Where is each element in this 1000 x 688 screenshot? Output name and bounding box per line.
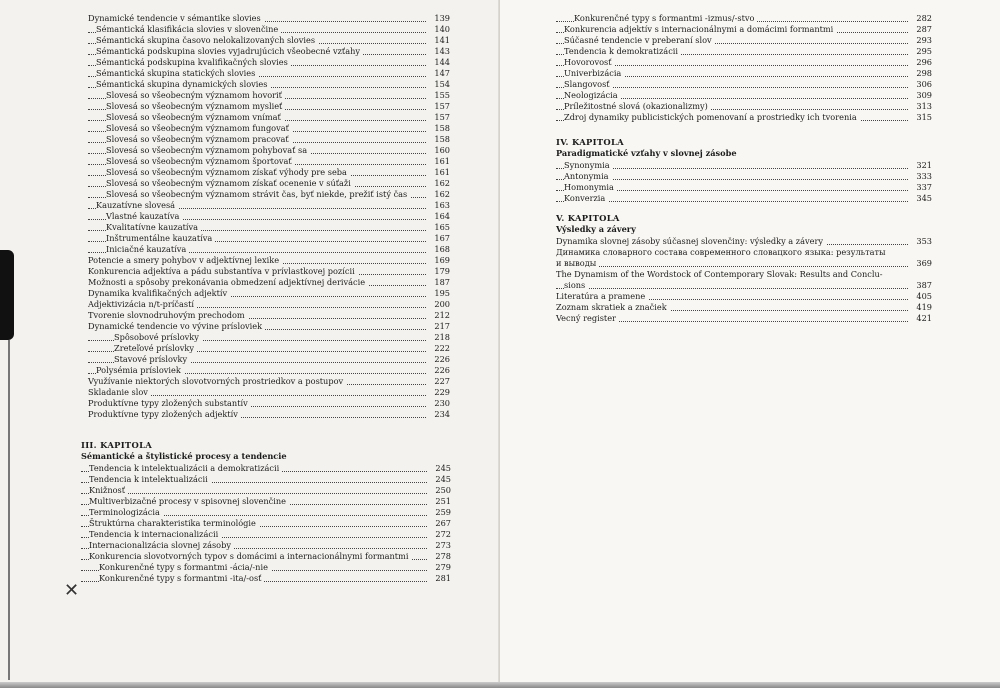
toc-page-number: 140 <box>428 24 450 35</box>
chapter-heading: III. KAPITOLA <box>81 440 153 450</box>
toc-page-number: 161 <box>428 156 450 167</box>
toc-page-number: 212 <box>428 310 450 321</box>
toc-page-number: 158 <box>428 134 450 145</box>
toc-entry <box>88 321 450 332</box>
toc-page-number: 162 <box>428 189 450 200</box>
toc-entry <box>81 573 451 584</box>
toc-page-number: 227 <box>428 376 450 387</box>
toc-page-number: 421 <box>910 313 932 324</box>
toc-entry-title: Slovesá so všeobecným významom vnímať <box>106 112 284 122</box>
toc-entry-title: Spôsobové príslovky <box>114 332 202 342</box>
toc-page-number: 333 <box>910 171 932 182</box>
toc-entry-title: Konkurencia slovotvorných typov s domácimi a internacionálnymi formantmi <box>89 551 411 561</box>
toc-page-number: 259 <box>429 507 451 518</box>
toc-entry-title: Adjektivizácia n/t-príčastí <box>88 299 197 309</box>
toc-entry <box>88 79 450 90</box>
toc-entry-title: Produktívne typy zložených adjektív <box>88 409 241 419</box>
toc-list-left-top <box>88 13 450 420</box>
toc-entry-title: Zdroj dynamiky publicistických pomenovaní a prostriedky ich tvorenia <box>564 112 860 122</box>
toc-entry-title: Iniciačné kauzatíva <box>106 244 189 254</box>
toc-entry-title: Sémantická skupina časovo nelokalizovaných slovies <box>96 35 318 45</box>
toc-page-number: 345 <box>910 193 932 204</box>
toc-page-number: 321 <box>910 160 932 171</box>
toc-entry <box>88 255 450 266</box>
toc-entry <box>556 35 932 46</box>
toc-page-number: 234 <box>428 409 450 420</box>
toc-entry-title: Terminologizácia <box>89 507 163 517</box>
toc-entry <box>88 123 450 134</box>
toc-entry-title: Príležitostné slová (okazionalizmy) <box>564 101 711 111</box>
chapter-heading: IV. KAPITOLA <box>556 137 624 147</box>
toc-entry <box>81 540 451 551</box>
toc-entry-title: Dynamika kvalifikačných adjektív <box>88 288 230 298</box>
toc-entry <box>556 247 932 258</box>
toc-entry <box>88 354 450 365</box>
toc-entry-title: Potencie a smery pohybov v adjektívnej lexike <box>88 255 282 265</box>
toc-entry-title: и выводы <box>556 258 599 268</box>
pencil-cross-mark: ✕ <box>64 580 80 601</box>
toc-entry <box>88 343 450 354</box>
toc-page-number: 217 <box>428 321 450 332</box>
toc-entry <box>556 79 932 90</box>
toc-page-number: 169 <box>428 255 450 266</box>
toc-entry <box>88 299 450 310</box>
toc-entry <box>556 101 932 112</box>
toc-entry-title: Synonymia <box>564 160 613 170</box>
toc-page-number: 222 <box>428 343 450 354</box>
toc-entry <box>556 112 932 123</box>
dot-leader <box>556 288 908 289</box>
toc-page-number: 163 <box>428 200 450 211</box>
toc-entry <box>88 13 450 24</box>
toc-entry-title: sions <box>564 280 588 290</box>
toc-entry-title: Slangovosť <box>564 79 613 89</box>
toc-entry-title: Inštrumentálne kauzatíva <box>106 233 215 243</box>
toc-page-number: 226 <box>428 354 450 365</box>
toc-entry <box>81 485 451 496</box>
toc-entry-title: Vlastné kauzatíva <box>106 211 182 221</box>
toc-entry-title: Súčasné tendencie v preberaní slov <box>564 35 715 45</box>
toc-page-number: 161 <box>428 167 450 178</box>
toc-entry <box>556 57 932 68</box>
toc-entry <box>88 57 450 68</box>
toc-entry-title: Knižnosť <box>89 485 128 495</box>
toc-entry <box>556 171 932 182</box>
toc-page-number: 245 <box>429 474 451 485</box>
toc-entry-title: Slovesá so všeobecným významom fungovať <box>106 123 292 133</box>
toc-page-number: 155 <box>428 90 450 101</box>
toc-entry <box>88 365 450 376</box>
book-edge-shadow <box>0 250 14 340</box>
toc-page-number: 313 <box>910 101 932 112</box>
toc-entry <box>88 167 450 178</box>
toc-page-number: 250 <box>429 485 451 496</box>
toc-entry-title: Konverzia <box>564 193 608 203</box>
toc-entry-title: Dynamické tendencie v sémantike slovies <box>88 13 264 23</box>
toc-entry-title: Stavové príslovky <box>114 354 190 364</box>
toc-page-number: 229 <box>428 387 450 398</box>
toc-page-number: 281 <box>429 573 451 584</box>
toc-entry-title: Internacionalizácia slovnej zásoby <box>89 540 234 550</box>
toc-list-right-top <box>556 13 932 123</box>
chapter-subheading: Paradigmatické vzťahy v slovnej zásobe <box>556 148 737 158</box>
toc-entry-title: Vecný register <box>556 313 619 323</box>
toc-entry-title: Slovesá so všeobecným významom pohybovať sa <box>106 145 310 155</box>
toc-entry <box>81 507 451 518</box>
toc-page-number: 230 <box>428 398 450 409</box>
toc-entry <box>88 376 450 387</box>
toc-entry-title: Sémantická podskupina slovies vyjadrujúcich všeobecné vzťahy <box>96 46 363 56</box>
toc-page-number: 251 <box>429 496 451 507</box>
dot-leader <box>556 266 908 267</box>
toc-entry <box>88 46 450 57</box>
toc-entry <box>88 409 450 420</box>
toc-page-number: 278 <box>429 551 451 562</box>
toc-entry <box>88 310 450 321</box>
toc-page-number: 309 <box>910 90 932 101</box>
toc-page-number: 160 <box>428 145 450 156</box>
toc-entry-title: Slovesá so všeobecným významom myslieť <box>106 101 285 111</box>
toc-entry-title: Slovesá so všeobecným významom hovoriť <box>106 90 285 100</box>
toc-entry <box>88 68 450 79</box>
toc-entry <box>88 277 450 288</box>
toc-entry-title: Polysémia prísloviek <box>96 365 184 375</box>
toc-entry <box>88 332 450 343</box>
toc-entry <box>81 562 451 573</box>
toc-page-number: 267 <box>429 518 451 529</box>
toc-entry <box>81 474 451 485</box>
toc-entry <box>556 46 932 57</box>
toc-entry-title: Динамика словарного состава современного словацкого языка: результаты <box>556 247 889 257</box>
toc-entry-title: Neologizácia <box>564 90 621 100</box>
dot-leader <box>81 493 427 494</box>
toc-page-number: 387 <box>910 280 932 291</box>
toc-entry <box>88 233 450 244</box>
toc-entry <box>556 193 932 204</box>
toc-page-number: 179 <box>428 266 450 277</box>
chapter-heading: V. KAPITOLA <box>556 213 620 223</box>
toc-page-number: 298 <box>910 68 932 79</box>
toc-entry <box>88 288 450 299</box>
toc-list-chapter-v <box>556 236 932 324</box>
toc-entry-title: Sémantická skupina statických slovies <box>96 68 258 78</box>
toc-entry-title: Dynamické tendencie vo vývine prísloviek <box>88 321 265 331</box>
book-edge-line <box>8 340 10 680</box>
toc-entry-title: Univerbizácia <box>564 68 624 78</box>
toc-page-number: 165 <box>428 222 450 233</box>
toc-entry-title: Možnosti a spôsoby prekonávania obmedzení adjektívnej derivácie <box>88 277 368 287</box>
toc-entry <box>88 387 450 398</box>
chapter-iii-block <box>81 440 451 584</box>
toc-entry <box>88 222 450 233</box>
toc-entry-title: Slovesá so všeobecným významom strávit čas, byť niekde, prežiť istý čas <box>106 189 410 199</box>
toc-entry-title: Konkurencia adjektíva a pádu substantíva v prívlastkovej pozícii <box>88 266 358 276</box>
toc-entry <box>556 236 932 247</box>
toc-page-number: 139 <box>428 13 450 24</box>
toc-entry-title: Slovesá so všeobecným významom športovať <box>106 156 295 166</box>
toc-entry <box>88 398 450 409</box>
toc-page-number: 154 <box>428 79 450 90</box>
bottom-edge <box>0 682 1000 688</box>
toc-entry <box>88 90 450 101</box>
toc-entry-title: Slovesá so všeobecným významom získať ocenenie v súťaži <box>106 178 354 188</box>
toc-entry-title: Zreteľové príslovky <box>114 343 197 353</box>
toc-entry <box>88 134 450 145</box>
toc-entry-title: Konkurencia adjektív s internacionálnymi a domácimi formantmi <box>564 24 836 34</box>
toc-page-number: 162 <box>428 178 450 189</box>
chapter-v-block <box>556 213 932 324</box>
toc-entry-title: Tendencia k intelektualizácii <box>89 474 211 484</box>
toc-page-number: 293 <box>910 35 932 46</box>
toc-page-number: 157 <box>428 112 450 123</box>
toc-entry <box>88 266 450 277</box>
toc-list-chapter-iv <box>556 160 932 204</box>
toc-page-number: 187 <box>428 277 450 288</box>
toc-page-number: 306 <box>910 79 932 90</box>
chapter-iv-block <box>556 137 932 204</box>
toc-page-number: 167 <box>428 233 450 244</box>
toc-page-number: 158 <box>428 123 450 134</box>
toc-entry <box>81 551 451 562</box>
toc-entry-title: Sémantická podskupina kvalifikačných slovies <box>96 57 291 67</box>
toc-entry <box>556 258 932 269</box>
chapter-subheading: Sémantické a štylistické procesy a tendencie <box>81 451 287 461</box>
toc-entry-title: Slovesá so všeobecným významom pracovať <box>106 134 292 144</box>
toc-page-number: 157 <box>428 101 450 112</box>
toc-entry <box>81 496 451 507</box>
toc-entry <box>81 529 451 540</box>
toc-entry-title: The Dynamism of the Wordstock of Contemporary Slovak: Results and Conclu- <box>556 269 886 279</box>
toc-page-number: 272 <box>429 529 451 540</box>
toc-entry <box>556 269 932 280</box>
toc-page-number: 279 <box>429 562 451 573</box>
toc-page-number: 296 <box>910 57 932 68</box>
toc-entry <box>556 313 932 324</box>
toc-entry-title: Kvalitatívne kauzatíva <box>106 222 201 232</box>
toc-entry <box>556 182 932 193</box>
toc-entry <box>556 291 932 302</box>
right-page <box>500 0 1000 688</box>
toc-entry-title: Multiverbizačné procesy v spisovnej slovenčine <box>89 496 289 506</box>
toc-entry-title: Dynamika slovnej zásoby súčasnej slovenčiny: výsledky a závery <box>556 236 826 246</box>
toc-entry-title: Kauzatívne slovesá <box>96 200 178 210</box>
toc-entry <box>556 13 932 24</box>
toc-page-number: 195 <box>428 288 450 299</box>
toc-entry <box>556 90 932 101</box>
toc-entry-title: Literatúra a pramene <box>556 291 648 301</box>
toc-entry <box>88 200 450 211</box>
toc-page-number: 200 <box>428 299 450 310</box>
toc-entry <box>556 280 932 291</box>
toc-entry <box>88 156 450 167</box>
toc-entry <box>88 211 450 222</box>
toc-page-number: 245 <box>429 463 451 474</box>
toc-entry-title: Hovorovosť <box>564 57 615 67</box>
toc-entry <box>88 189 450 200</box>
toc-page-number: 295 <box>910 46 932 57</box>
toc-entry <box>88 112 450 123</box>
toc-entry-title: Antonymia <box>564 171 612 181</box>
toc-entry-title: Zoznam skratiek a značiek <box>556 302 670 312</box>
toc-entry <box>81 463 451 474</box>
toc-entry-title: Tendencia k demokratizácii <box>564 46 681 56</box>
toc-entry-title: Tvorenie slovnodruhovým prechodom <box>88 310 248 320</box>
toc-page-number: 168 <box>428 244 450 255</box>
toc-page-number: 226 <box>428 365 450 376</box>
toc-entry-title: Konkurenčné typy s formantmi -ita/-osť <box>99 573 264 583</box>
toc-entry <box>88 178 450 189</box>
toc-entry <box>88 35 450 46</box>
toc-page-number: 144 <box>428 57 450 68</box>
toc-page-number: 353 <box>910 236 932 247</box>
toc-entry <box>556 68 932 79</box>
toc-entry-title: Sémantická klasifikácia slovies v slovenčine <box>96 24 281 34</box>
toc-entry-title: Štruktúrna charakteristika terminológie <box>89 518 259 528</box>
toc-entry-title: Využívanie niektorých slovotvorných prostriedkov a postupov <box>88 376 346 386</box>
toc-entry-title: Homonymia <box>564 182 617 192</box>
toc-entry <box>556 24 932 35</box>
toc-page-number: 147 <box>428 68 450 79</box>
chapter-subheading: Výsledky a závery <box>556 224 636 234</box>
toc-entry-title: Slovesá so všeobecným významom získať výhody pre seba <box>106 167 350 177</box>
toc-entry-title: Konkurenčné typy s formantmi -ácia/-nie <box>99 562 271 572</box>
toc-page-number: 419 <box>910 302 932 313</box>
toc-entry <box>88 145 450 156</box>
toc-list-chapter-iii <box>81 463 451 584</box>
toc-entry-title: Produktívne typy zložených substantív <box>88 398 251 408</box>
toc-entry <box>88 24 450 35</box>
toc-entry-title: Tendencia k internacionalizácii <box>89 529 221 539</box>
toc-page-number: 287 <box>910 24 932 35</box>
toc-page-number: 273 <box>429 540 451 551</box>
toc-page-number: 143 <box>428 46 450 57</box>
toc-entry-title: Skladanie slov <box>88 387 151 397</box>
toc-page-number: 141 <box>428 35 450 46</box>
toc-page-number: 337 <box>910 182 932 193</box>
dot-leader <box>556 201 908 202</box>
toc-entry <box>556 160 932 171</box>
toc-entry <box>556 302 932 313</box>
toc-entry <box>88 101 450 112</box>
toc-page-number: 405 <box>910 291 932 302</box>
toc-entry-title: Konkurenčné typy s formantmi -izmus/-stvo <box>574 13 757 23</box>
toc-page-number: 282 <box>910 13 932 24</box>
toc-entry-title: Tendencia k intelektualizácii a demokratizácii <box>89 463 282 473</box>
toc-entry-title: Sémantická skupina dynamických slovies <box>96 79 270 89</box>
toc-entry <box>81 518 451 529</box>
toc-page-number: 164 <box>428 211 450 222</box>
toc-entry <box>88 244 450 255</box>
toc-page-number: 369 <box>910 258 932 269</box>
toc-page-number: 315 <box>910 112 932 123</box>
toc-page-number: 218 <box>428 332 450 343</box>
